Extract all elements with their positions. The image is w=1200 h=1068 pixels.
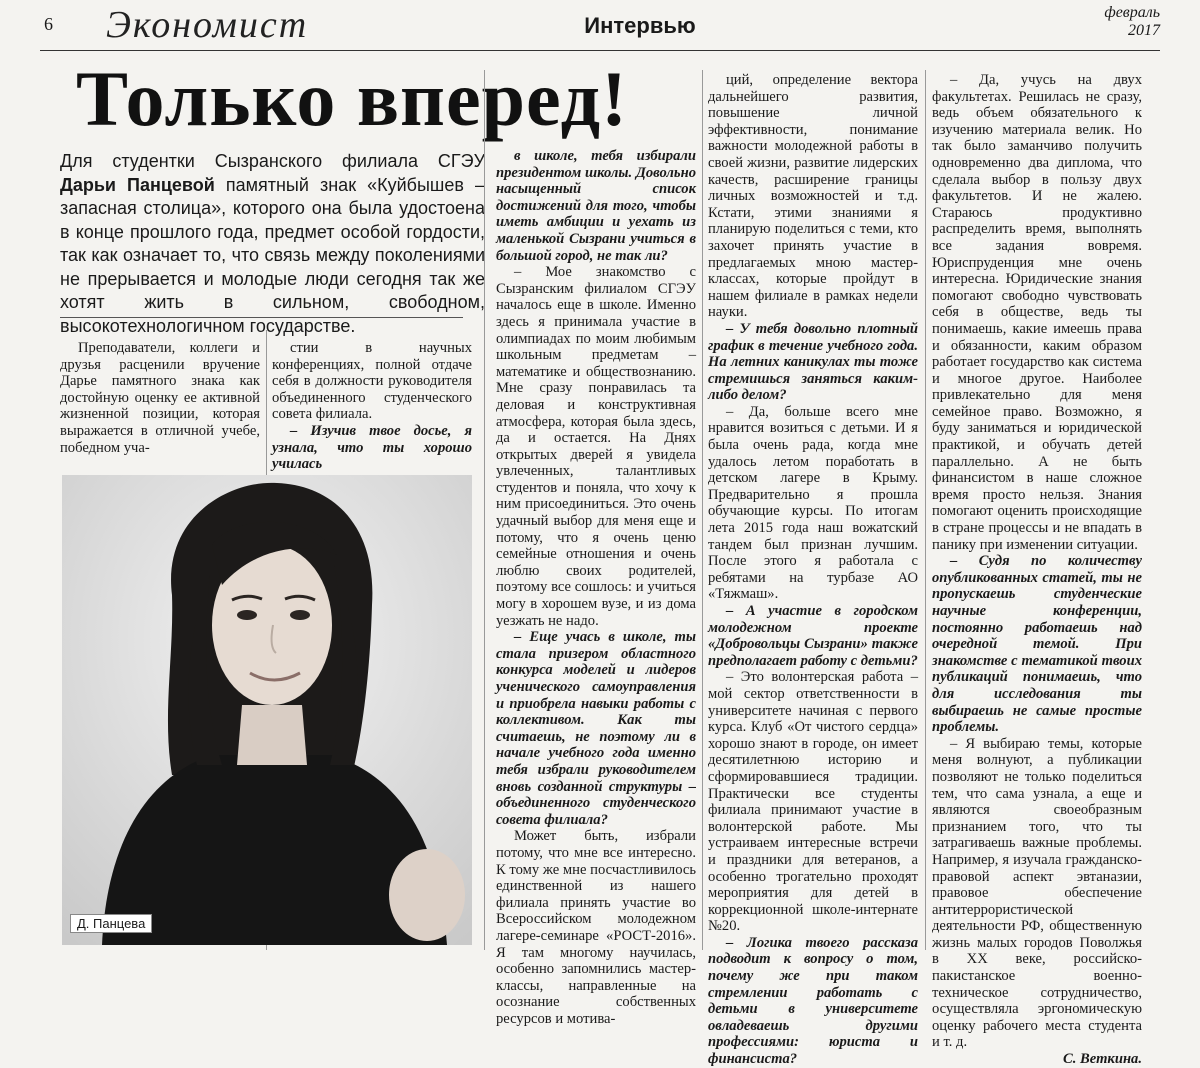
- article-headline: Только вперед!: [76, 55, 629, 142]
- issue-month: февраль: [1104, 4, 1160, 21]
- paragraph: – Да, больше всего мне нравится возиться с детьми. И я была очень рада, когда мне удалось летом поработать в детском лагере в Крыму. Предварительно я прошла обучающие курсы. По итогам лета 2015 года наш вожатский тандем был признан лучшим. После этого я работала с ребятами на турбазе АО «Тяжмаш».: [708, 403, 918, 603]
- interview-question: – Судя по количеству опубликованных статей, ты не пропускаешь студенческие научные конференции, постоянно работаешь над очередной темой. При знакомстве с тематикой твоих публикаций понимаешь, что для исследования ты выбираешь не самые простые проблемы.: [932, 553, 1142, 736]
- interview-question: – У тебя довольно плотный график в течение учебного года. На летних каникулах ты тоже стремишься заняться каким-либо делом?: [708, 320, 918, 404]
- author-signature: С. Веткина.: [1063, 1051, 1142, 1068]
- lead-divider: [60, 317, 463, 318]
- section-title: Интервью: [584, 13, 696, 38]
- lead-text-2: памятный знак «Куйбышев – запасная столица», которого она была удостоена в конце прошлого года, предмет особой гордости, так как означает то, что связь между поколениями не прерывается и молодые люди сегодня так же хотят жить в сильном, свободном, высокотехнологичном государстве.: [60, 174, 485, 336]
- photo-caption: Д. Панцева: [70, 914, 152, 933]
- article-lead: [60, 150, 485, 338]
- interview-question: – Логика твоего рассказа подводит к вопросу о том, почему же при таком стремлении работать с детьми в университете овладеваешь другими профессиями: юриста и финансиста?: [708, 934, 918, 1068]
- paragraph: – Я выбираю темы, которые меня волнуют, а публикации позволяют не только поделиться тем, что сама узнала, а еще и являются своеобразным признанием того, что ты затрагиваешь важные проблемы. Например, я изучала гражданско-правовой аспект эвтаназии, правовое обеспечение антитеррористической деятельности РФ, общественную жизнь малых городов Поволжья в XX веке, российско-пакистанское военно-техническое сотрудничество, осуществляла эргономическую оценку рабочего места студента и т. д.: [932, 735, 1142, 1051]
- column-4: [708, 72, 918, 1068]
- portrait-photo: [62, 475, 472, 945]
- interview-question: в школе, тебя избирали президентом школы. Довольно насыщенный список достижений для того, чтобы иметь амбиции и уехать из маленькой Сызрани учиться в большой город, не так ли?: [496, 148, 696, 264]
- interview-question: – Изучив твое досье, я узнала, что ты хорошо училась: [272, 422, 472, 473]
- paragraph: стии в научных конференциях, полной отдаче себя в должности руководителя объединенного студенческого совета филиала.: [272, 340, 472, 423]
- paragraph: – Мое знакомство с Сызранским филиалом СГЭУ началось еще в школе. Именно здесь я принимала участие в олимпиадах по моим любимым школьным предметам – математике и обществознанию. Мне сразу понравилась та деловая и конструктивная атмосфера, которая была здесь, да и остается. На Днях открытых дверей я увидела увлеченных, талантливых студентов и поняла, что хочу к ним присоединиться. Это очень удачный выбор для меня еще и потому, что я очень ценю семейные отношения и очень люблю своих родителей, поэтому все сошлось: и учиться могу в хорошем вузе, и из дома уезжать не надо.: [496, 264, 696, 629]
- lead-name: Дарьи Панцевой: [60, 174, 215, 195]
- header-divider: [40, 50, 1160, 51]
- column-2: [272, 340, 472, 473]
- interview-question: – А участие в городском молодежном проекте «Добровольцы Сызрани» также предполагает работу с детьми?: [708, 603, 918, 669]
- column-1: [60, 340, 260, 456]
- paragraph: ций, определение вектора дальнейшего развития, повышение личной эффективности, понимание важности молодежной работы в своей жизни, развитие лидерских качеств, расширение границы личных возможностей и т.д. Кстати, этими знаниями я планирую поделиться с теми, кто захочет принять участие в предлагаемых мною мастер-классах, которые пройдут в нашем филиале в рамках недели науки.: [708, 72, 918, 321]
- interview-question: – Еще учась в школе, ты стала призером областного конкурса моделей и лидеров ученического самоуправления и приобрела навыки работы с коллективом. Как ты считаешь, не поэтому ли в начале учебного года именно тебя избрали руководителем вновь созданной структуры – объединенного студенческого совета филиала?: [496, 629, 696, 828]
- column-3: [496, 148, 696, 1027]
- masthead-logo: Экономист: [106, 4, 309, 46]
- column-divider: [702, 70, 703, 950]
- paragraph: Может быть, избрали потому, что мне все интересно. К тому же мне посчастливилось единственной из нашего филиала принять участие во Всероссийском молодежном лагере-семинаре «РОСТ-2016». Я там многому научилась, особенно запомнились мастер-классы, направленные на осознание собственных ресурсов и мотива-: [496, 828, 696, 1027]
- lead-text-1: Для студентки Сызранского филиала СГЭУ: [60, 151, 485, 171]
- column-divider: [484, 70, 485, 950]
- column-5: [932, 72, 1142, 1068]
- column-divider: [925, 70, 926, 950]
- paragraph: Преподаватели, коллеги и друзья расценили вручение Дарье памятного знака как достойную оценку ее активной жизненной позиции, которая выражается в отличной учебе, победном уча-: [60, 340, 260, 456]
- page-number: 6: [44, 14, 53, 34]
- paragraph: – Да, учусь на двух факультетах. Решилась не сразу, ведь объем обязательного к изучению материала велик. Но так было заманчиво получить одновременно два диплома, что сделала выбор в пользу двух факультетов. И не жалею. Стараюсь продуктивно распределить время, выполнять все задания вовремя. Юриспруденция мне очень интересна. Юридические знания помогают свободно чувствовать себя в обществе, ведь ты понимаешь, какие имеешь права и обязанности, каким образом работает государство как система и многое другое. Наиболее привлекательно для меня семейное право. Возможно, я буду заниматься и юридической практикой, и обучать детей параллельно. А не быть финансистом в наше сложное время просто нельзя. Знания помогают оценить происходящие в стране процессы и не впадать в панику при изменении ситуации.: [932, 72, 1142, 553]
- paragraph: – Это волонтерская работа – мой сектор ответственности в университете начиная с первого курса. Клуб «От чистого сердца» хорошо знают в городе, он имеет десятилетнюю историю и сформировавшиеся традиции. Практически все студенты филиала принимают участие в волонтерской работе. Мы устраиваем интересные встречи и праздники для ветеранов, а особенно трогательно проходят мероприятия для детей в коррекционной школе-интернате №20.: [708, 669, 918, 935]
- issue-year: 2017: [1128, 22, 1160, 39]
